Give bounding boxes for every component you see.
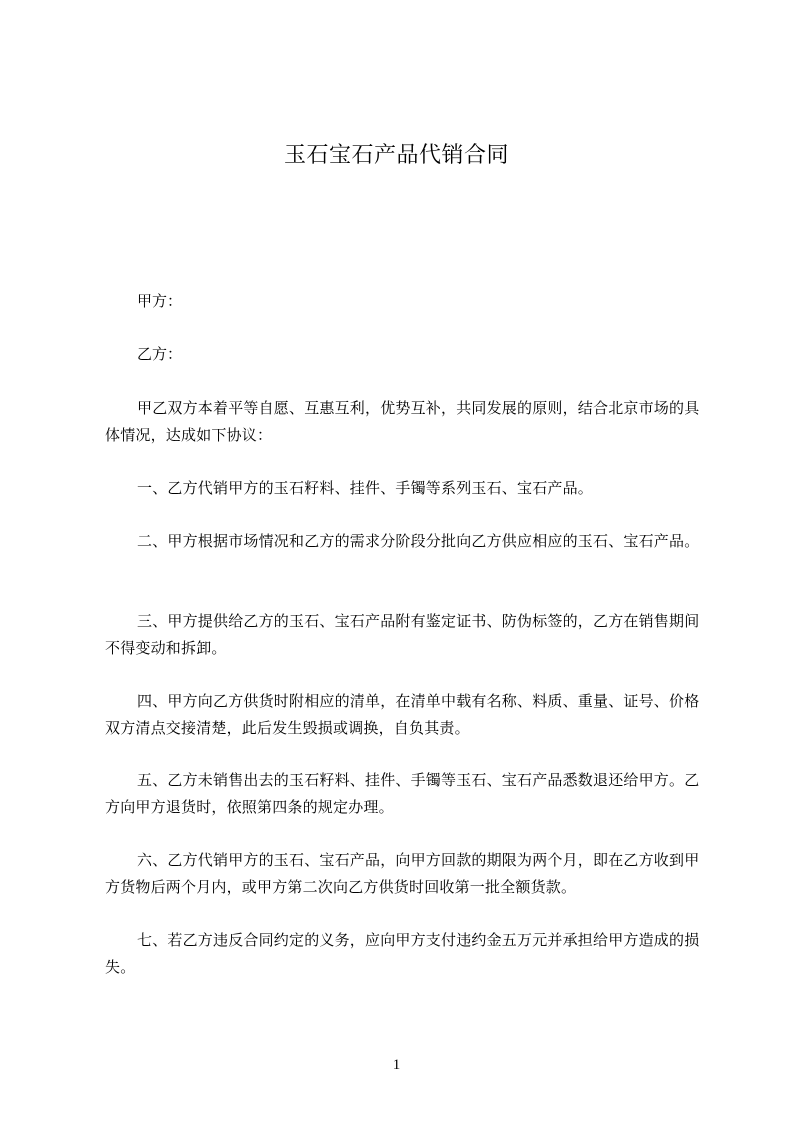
clause-5: 五、乙方未销售出去的玉石籽料、挂件、手镯等玉石、宝石产品悉数退还给甲方。乙方向甲方退货时，依照第四条的规定办理。	[105, 771, 700, 816]
party-a-line: 甲方：	[137, 292, 183, 310]
party-b-line: 乙方：	[137, 345, 183, 363]
clause-7: 七、若乙方违反合同约定的义务，应向甲方支付违约金五万元并承担给甲方造成的损失。	[105, 931, 700, 976]
clause-6: 六、乙方代销甲方的玉石、宝石产品，向甲方回款的期限为两个月，即在乙方收到甲方货物后两个月内，或甲方第二次向乙方供货时回收第一批全额货款。	[105, 851, 700, 896]
clause-2: 二、甲方根据市场情况和乙方的需求分阶段分批向乙方供应相应的玉石、宝石产品。	[137, 532, 700, 550]
clause-4: 四、甲方向乙方供货时附相应的清单，在清单中载有名称、料质、重量、证号、价格双方清点交接清楚，此后发生毁损或调换，自负其责。	[105, 692, 700, 737]
intro-paragraph: 甲乙双方本着平等自愿、互惠互利，优势互补，共同发展的原则，结合北京市场的具体情况，达成如下协议：	[105, 399, 700, 444]
contract-title: 玉石宝石产品代销合同	[283, 143, 509, 168]
page-number: 1	[392, 1057, 401, 1073]
clause-3: 三、甲方提供给乙方的玉石、宝石产品附有鉴定证书、防伪标签的，乙方在销售期间不得变动和拆卸。	[105, 612, 700, 657]
clause-1: 一、乙方代销甲方的玉石籽料、挂件、手镯等系列玉石、宝石产品。	[137, 479, 594, 497]
